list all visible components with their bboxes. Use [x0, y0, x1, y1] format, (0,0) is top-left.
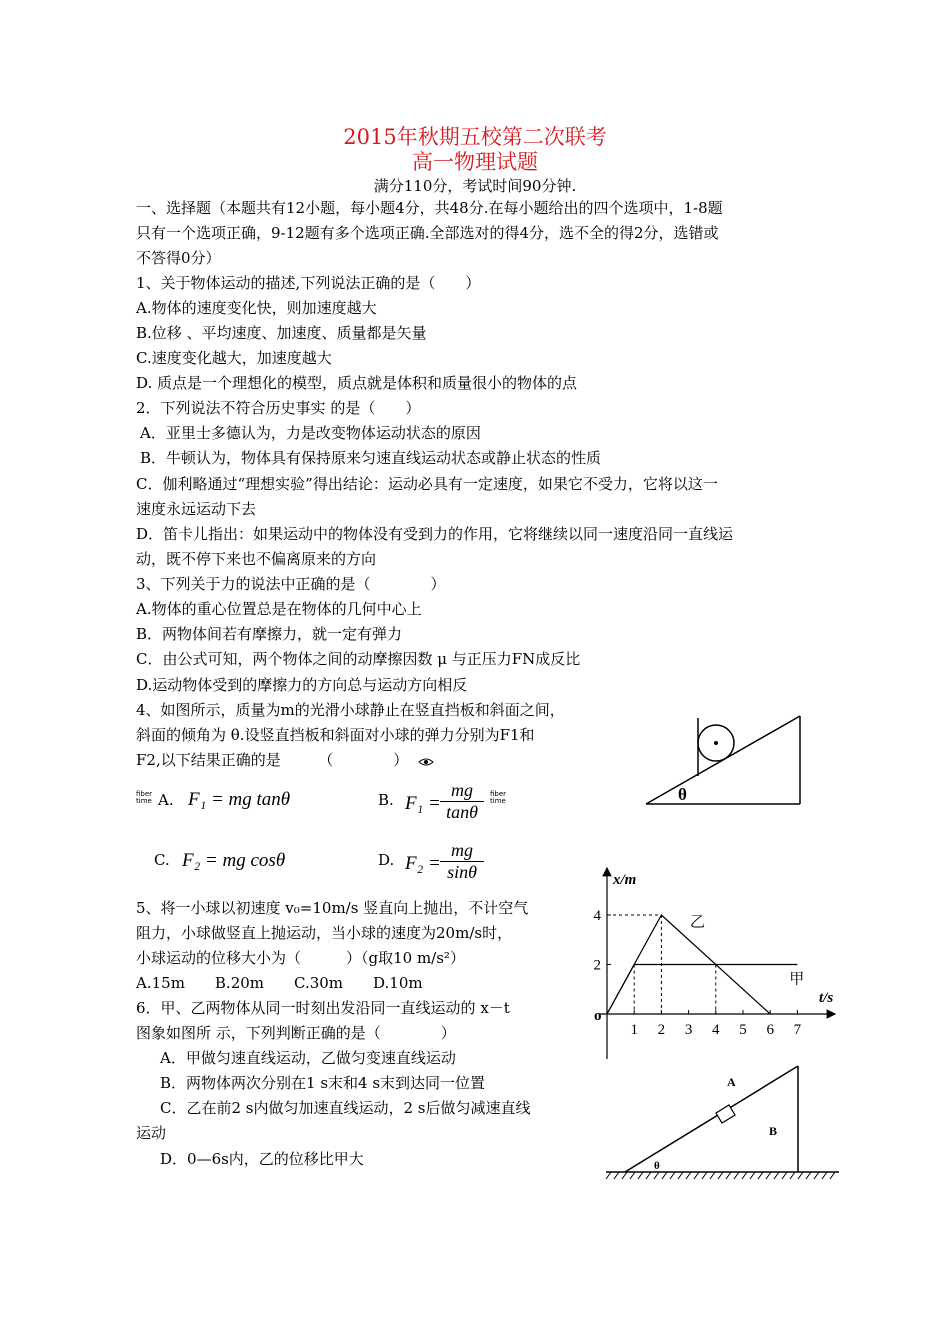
q4-label-d: D.: [378, 851, 395, 869]
x-tick-label: 4: [712, 1022, 720, 1038]
q4-formula-b-left: F₁ =: [405, 793, 441, 814]
incline-block-figure: [603, 1062, 843, 1182]
x-axis-label: t/s: [819, 990, 834, 1006]
q4-stem-line3: F2,以下结果正确的是 （ ）: [136, 751, 409, 769]
q4-formula-c: F₂ = mg cosθ: [182, 850, 286, 871]
q3-option-d: D.运动物体受到的摩擦力的方向总与运动方向相反: [136, 676, 468, 694]
q2-option-d-line1: D．笛卡儿指出：如果运动中的物体没有受到力的作用，它将继续以同一速度沿同一直线运: [136, 525, 734, 543]
origin-label: o: [594, 1008, 602, 1024]
series-jia-label: 甲: [789, 971, 805, 988]
q2-stem: 2．下列说法不符合历史事实 的是（ ）: [136, 399, 421, 417]
q1-option-d: D. 质点是一个理想化的模型，质点就是体积和质量很小的物体的点: [136, 374, 578, 392]
series-yi-label: 乙: [689, 914, 705, 931]
q4-formula-a: F₁ = mg tanθ: [188, 789, 291, 810]
q4-label-c: C.: [154, 851, 170, 869]
q3-option-a: A.物体的重心位置总是在物体的几何中心上: [136, 600, 422, 618]
x-tick-label: 7: [793, 1022, 802, 1038]
section-intro-line3: 不答得0分）: [136, 249, 221, 267]
q6-option-b: B．两物体两次分别在1 s末和4 s末到达同一位置: [160, 1074, 486, 1092]
q4-figure-theta-label: θ: [678, 785, 687, 804]
q4-formula-d-fraction: [440, 840, 484, 883]
y-tick-label: 4: [593, 908, 601, 924]
q3-stem: 3、下列关于力的说法中正确的是（ ）: [136, 575, 446, 593]
xt-chart: [585, 862, 845, 1064]
garbled-text-artifact-1: fiber time: [136, 790, 153, 805]
q4-label-b: B.: [378, 791, 394, 809]
y-tick-label: 2: [593, 957, 601, 974]
q5-stem-line3: 小球运动的位移大小为（ ）（g取10 m/s²）: [136, 949, 465, 967]
q4-stem-line1: 4、如图所示，质量为m的光滑小球静止在竖直挡板和斜面之间，: [136, 701, 565, 719]
block-a: [716, 1105, 735, 1123]
exam-subtitle: 高一物理试题: [412, 150, 538, 174]
x-tick-label: 6: [766, 1022, 774, 1038]
q6-stem-line1: 6．甲、乙两物体从同一时刻出发沿同一直线运动的 x－t: [136, 999, 510, 1017]
x-tick-label: 2: [657, 1022, 666, 1038]
q4-formula-b-fraction: [440, 780, 484, 823]
exam-info: 满分110分，考试时间90分钟.: [373, 177, 577, 195]
q1-option-b: B.位移 、平均速度、加速度、质量都是矢量: [136, 324, 427, 342]
wedge-slope: [625, 1066, 798, 1172]
q6-option-d: D．0—6s内，乙的位移比甲大: [160, 1150, 364, 1168]
incline-angle-label: θ: [654, 1160, 660, 1172]
q4-formula-d-left: F₂ =: [405, 853, 441, 874]
q1-option-a: A.物体的速度变化快，则加速度越大: [136, 299, 377, 317]
eye-icon: [418, 756, 434, 768]
q4-formula-b-denominator: tanθ: [446, 802, 478, 822]
q2-option-c-line1: C．伽利略通过“理想实验”得出结论：运动必具有一定速度，如果它不受力，它将以这一: [136, 475, 718, 493]
q2-option-b: B．牛顿认为，物体具有保持原来匀速直线运动状态或静止状态的性质: [140, 449, 602, 467]
q3-option-b: B．两物体间若有摩擦力，就一定有弹力: [136, 625, 403, 643]
q4-formula-b-numerator: mg: [440, 780, 484, 802]
block-a-label: A: [727, 1075, 736, 1089]
q5-stem-line1: 5、将一小球以初速度 v₀=10m/s 竖直向上抛出，不计空气: [136, 899, 529, 917]
q4-formula-d-denominator: sinθ: [447, 862, 477, 882]
q5-stem-line2: 阻力，小球做竖直上抛运动，当小球的速度为20m/s时，: [136, 924, 513, 942]
x-tick-label: 3: [684, 1022, 693, 1038]
q1-stem: 1、关于物体运动的描述,下列说法正确的是（ ）: [136, 274, 481, 292]
q2-option-a: A．亚里士多德认为，力是改变物体运动状态的原因: [140, 424, 481, 442]
ball-center: [714, 741, 718, 745]
section-intro-line2: 只有一个选项正确，9-12题有多个选项正确.全部选对的得4分，选不全的得2分，选错或: [136, 224, 719, 242]
wedge-b-label: B: [769, 1124, 778, 1138]
exam-title: 2015年秋期五校第二次联考: [343, 125, 607, 149]
q6-option-c-line2: 运动: [136, 1124, 167, 1142]
q6-option-c-line1: C．乙在前2 s内做匀加速直线运动，2 s后做匀减速直线: [160, 1099, 531, 1117]
q1-option-c: C.速度变化越大，加速度越大: [136, 349, 332, 367]
x-tick-label: 1: [630, 1022, 638, 1038]
q4-label-a: A.: [158, 791, 174, 809]
q6-option-a: A．甲做匀速直线运动，乙做匀变速直线运动: [160, 1049, 456, 1067]
q5-options: A.15m B.20m C.30m D.10m: [136, 974, 423, 992]
q4-stem-line2: 斜面的倾角为 θ.设竖直挡板和斜面对小球的弹力分别为F1和: [136, 726, 535, 744]
series-jia-line: [607, 965, 797, 1015]
ground-hatching: [606, 1172, 835, 1179]
q6-stem-line2: 图象如图所 示，下列判断正确的是（ ）: [136, 1024, 456, 1042]
garbled-text-artifact-2: fiber time: [490, 790, 507, 805]
q2-option-c-line2: 速度永远运动下去: [136, 500, 257, 518]
q4-ball-incline-figure: [640, 708, 810, 810]
q3-option-c: C．由公式可知，两个物体之间的动摩擦因数 μ 与正压力FN成反比: [136, 650, 581, 668]
q2-option-d-line2: 动，既不停下来也不偏离原来的方向: [136, 550, 377, 568]
section-intro-line1: 一、选择题（本题共有12小题，每小题4分，共48分.在每小题给出的四个选项中，1-8题: [136, 199, 723, 217]
x-tick-label: 5: [739, 1022, 747, 1038]
q4-formula-d-numerator: mg: [440, 840, 484, 862]
y-axis-label: x/m: [613, 872, 637, 888]
